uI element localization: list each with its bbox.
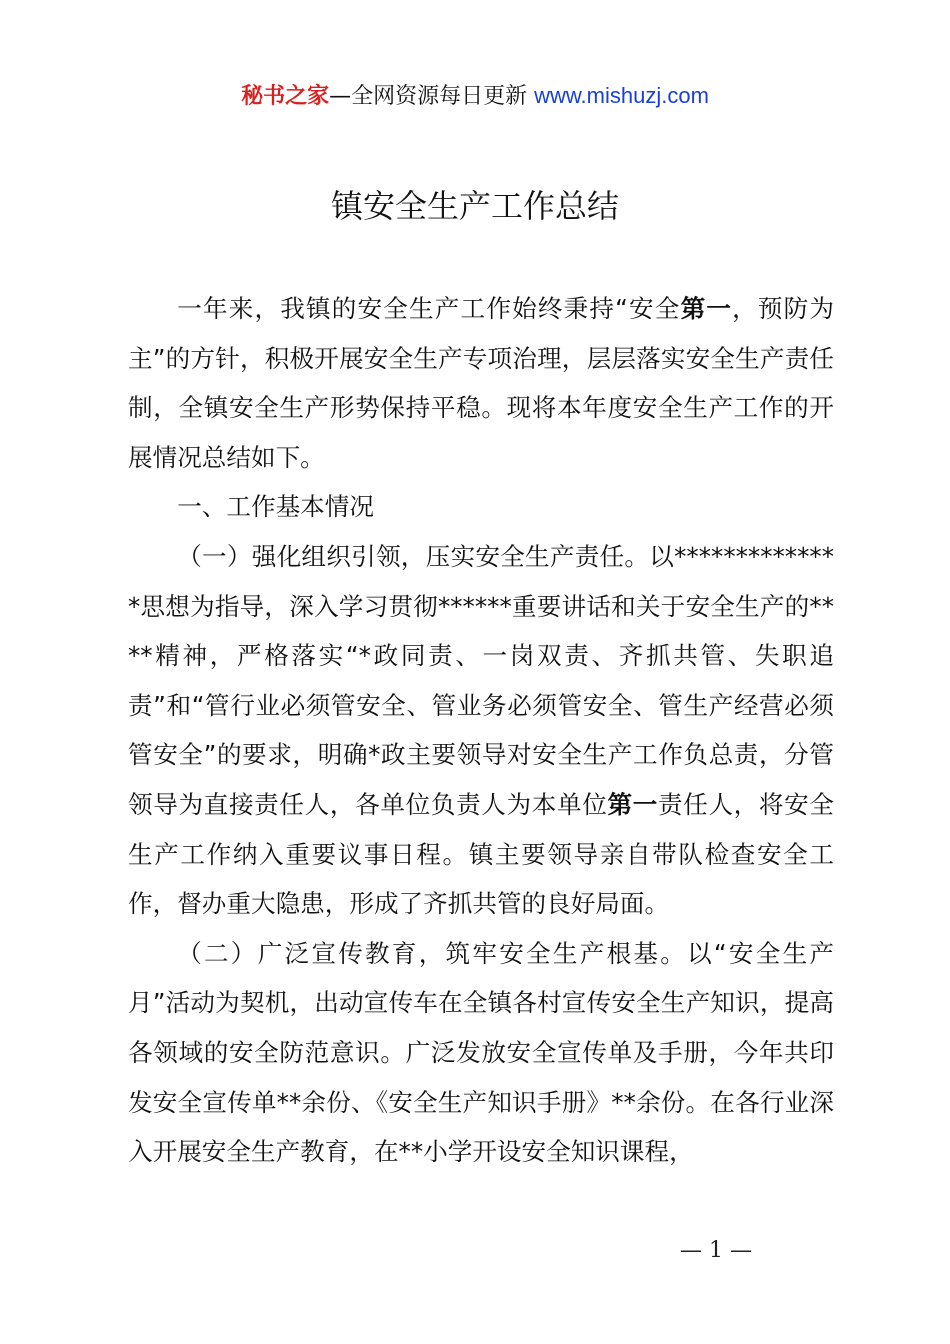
document-title: 镇安全生产工作总结: [330, 187, 619, 225]
document-body: [128, 284, 834, 1177]
section-heading: 一、工作基本情况: [177, 492, 374, 522]
paragraph-2: （二）广泛宣传教育，筑牢安全生产根基。以“安全生产月”活动为契机，出动宣传车在全镇各村宣传安全生产知识，提高各领域的安全防范意识。广泛发放安全宣传单及手册，今年共印发安全宣传单**余份、《安全生产知识手册》**余份。在各行业深入开展安全生产教育，在**小学开设安全知识课程，: [128, 938, 834, 1167]
site-header: [0, 80, 950, 113]
intro-paragraph: [128, 284, 834, 482]
paragraph-1: [128, 532, 834, 929]
intro-bold: 第一: [680, 294, 733, 323]
site-url-link[interactable]: www.mishuzj.com: [534, 83, 709, 108]
para1-text-2: 责任人，将安全生产工作纳入重要议事日程。镇主要领导亲自带队检查安全工作，督办重大隐患，形成了齐抓共管的良好局面。: [128, 789, 834, 919]
page-number: — 1 —: [680, 1238, 752, 1263]
intro-text-2: ，预防为主”的方针，积极开展安全生产专项治理，层层落实安全生产责任制，全镇安全生产形势保持平稳。现将本年度安全生产工作的开展情况总结如下。: [128, 294, 834, 472]
header-tagline: —全网资源每日更新: [329, 84, 528, 109]
intro-text-1: 一年来，我镇的安全生产工作始终秉持“安全: [177, 294, 681, 323]
para1-text-1: （一）强化组织引领，压实安全生产责任。以**************思想为指导，深入学习贯彻******重要讲话和关于安全生产的****精神，严格落实“*政同责、一岗双责、齐抓共管、失职追责”和“管行业必须管安全、管业务必须管安全、管生产经营必须管安全”的要求，明确*政主要领导对安全生产工作负总责，分管领导为直接责任人，各单位负责人为本单位: [128, 541, 834, 819]
brand-name: 秘书之家: [241, 84, 330, 109]
para1-bold: 第一: [607, 789, 658, 819]
